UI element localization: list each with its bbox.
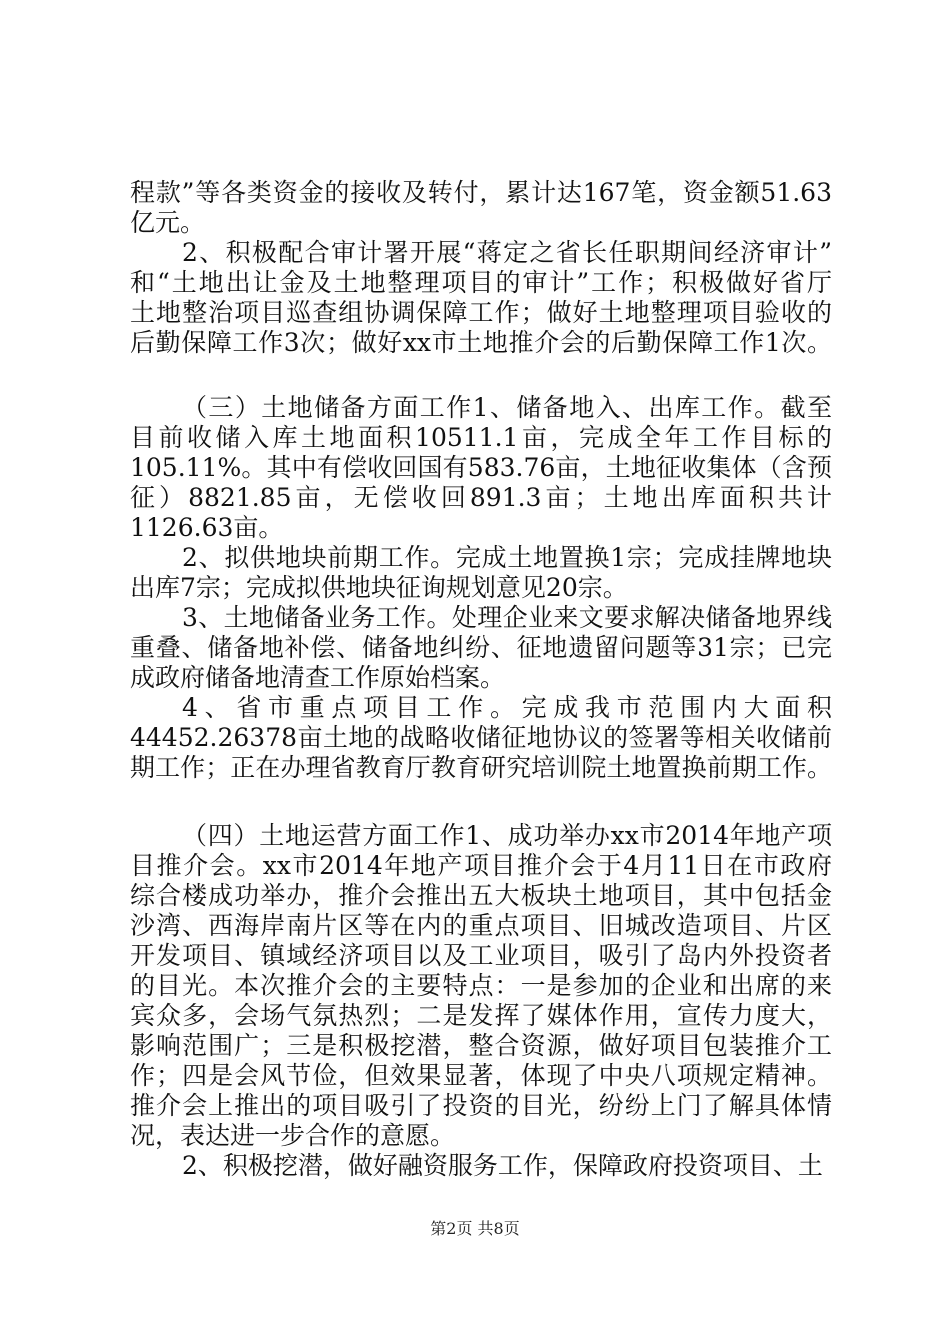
text-line: 2、积极挖潜，做好融资服务工作，保障政府投资项目、土 (182, 1151, 823, 1180)
text-line: 作；四是会风节俭，但效果显著，体现了中央八项规定精神。 (130, 1061, 832, 1090)
text-line: 重叠、储备地补偿、储备地纠纷、征地遗留问题等31宗；已完 (130, 633, 832, 662)
text-line: （三）土地储备方面工作1、储备地入、出库工作。截至 (182, 393, 832, 422)
text-line: （四）土地运营方面工作1、成功举办xx市2014年地产项 (182, 821, 832, 850)
text-line: 后勤保障工作3次；做好xx市土地推介会的后勤保障工作1次。 (130, 328, 832, 357)
text-line: 土地整治项目巡查组协调保障工作；做好土地整理项目验收的 (130, 298, 832, 327)
text-line: 出库7宗；完成拟供地块征询规划意见20宗。 (130, 573, 628, 602)
text-line: 105.11%。其中有偿收回国有583.76亩，土地征收集体（含预 (130, 453, 832, 482)
text-line: 2、积极配合审计署开展“蒋定之省长任职期间经济审计” (182, 238, 832, 267)
text-line: 影响范围广；三是积极挖潜，整合资源，做好项目包装推介工 (130, 1031, 832, 1060)
text-line: 沙湾、西海岸南片区等在内的重点项目、旧城改造项目、片区 (130, 911, 832, 940)
text-line: 的目光。本次推介会的主要特点：一是参加的企业和出席的来 (130, 971, 832, 1000)
text-line: 亿元。 (130, 208, 206, 237)
text-line: 4、省市重点项目工作。完成我市范围内大面积 (182, 693, 832, 722)
text-line: 程款”等各类资金的接收及转付，累计达167笔，资金额51.63 (130, 178, 832, 207)
text-line: 44452.26378亩土地的战略收储征地协议的签署等相关收储前 (130, 723, 832, 752)
text-line: 和“土地出让金及土地整理项目的审计”工作；积极做好省厅 (130, 268, 832, 297)
text-line: 成政府储备地清查工作原始档案。 (130, 663, 506, 692)
text-line: 1126.63亩。 (130, 513, 284, 542)
text-line: 推介会上推出的项目吸引了投资的目光，纷纷上门了解具体情 (130, 1091, 832, 1120)
text-line: 期工作；正在办理省教育厅教育研究培训院土地置换前期工作。 (130, 753, 832, 782)
text-line: 况，表达进一步合作的意愿。 (130, 1121, 456, 1150)
text-line: 3、土地储备业务工作。处理企业来文要求解决储备地界线 (182, 603, 832, 632)
text-line: 开发项目、镇域经济项目以及工业项目，吸引了岛内外投资者 (130, 941, 832, 970)
page-footer: 第2页 共8页 (430, 1219, 520, 1238)
text-line: 2、拟供地块前期工作。完成土地置换1宗；完成挂牌地块 (182, 543, 832, 572)
text-line: 目前收储入库土地面积10511.1亩，完成全年工作目标的 (130, 423, 832, 452)
text-line: 目推介会。xx市2014年地产项目推介会于4月11日在市政府 (130, 851, 832, 880)
text-line: 宾众多，会场气氛热烈；二是发挥了媒体作用，宣传力度大， (130, 1001, 832, 1030)
text-line: 综合楼成功举办，推介会推出五大板块土地项目，其中包括金 (130, 881, 832, 910)
text-line: 征）8821.85亩，无偿收回891.3亩；土地出库面积共计 (130, 483, 832, 512)
